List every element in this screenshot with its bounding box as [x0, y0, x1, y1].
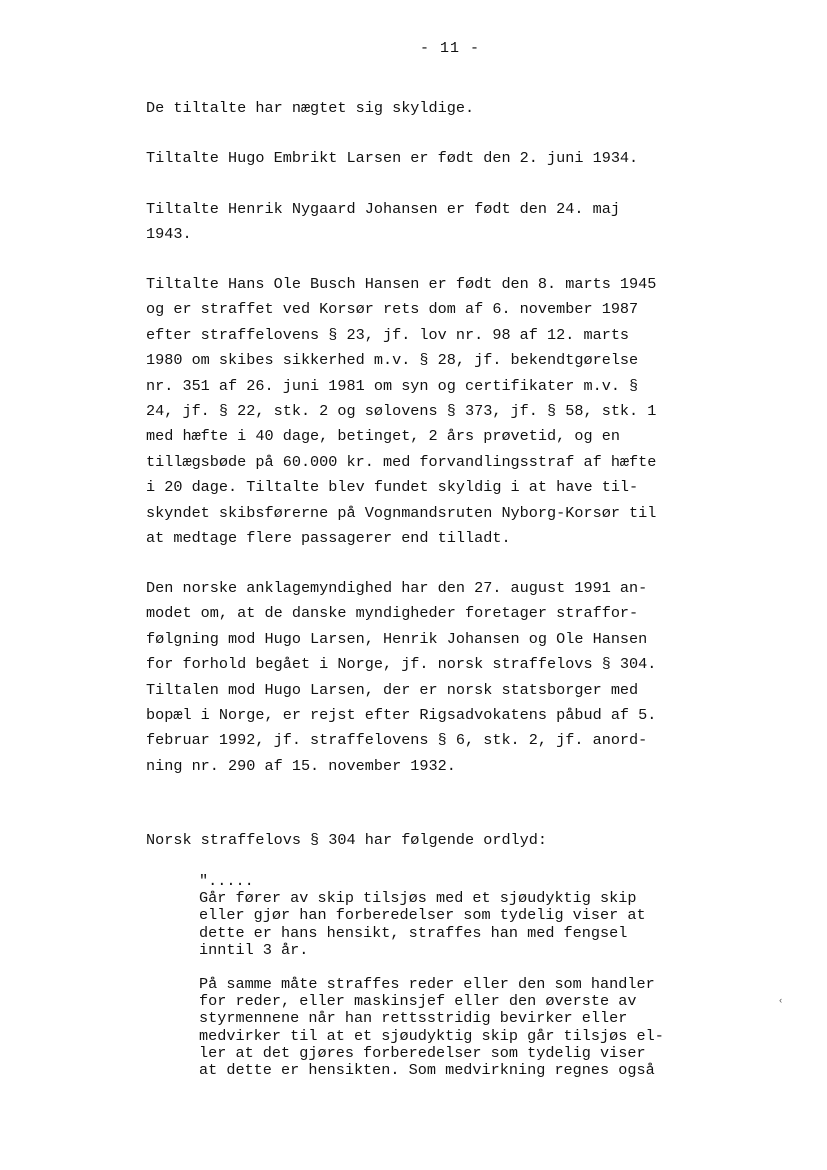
text-line: nr. 351 af 26. juni 1981 om syn og certifikater m.v. §	[146, 376, 639, 395]
text-line: 1943.	[146, 225, 192, 244]
text-line: for forhold begået i Norge, jf. norsk straffelovs § 304.	[146, 655, 657, 674]
text-line: 24, jf. § 22, stk. 2 og sølovens § 373, jf. § 58, stk. 1	[146, 402, 657, 421]
text-line: i 20 dage. Tiltalte blev fundet skyldig i at have til-	[146, 478, 639, 497]
text-line: følgning mod Hugo Larsen, Henrik Johansen og Ole Hansen	[146, 629, 648, 648]
text-line: dette er hans hensikt, straffes han med fengsel	[199, 923, 628, 942]
quoted-statute-paragraph	[199, 873, 739, 959]
text-line: 1980 om skibes sikkerhed m.v. § 28, jf. bekendtgørelse	[146, 351, 639, 370]
text-line: ning nr. 290 af 15. november 1932.	[146, 756, 456, 775]
text-line: Den norske anklagemyndighed har den 27. august 1991 an-	[146, 579, 648, 597]
text-line: ".....	[199, 872, 254, 890]
text-line: Tiltalte Henrik Nygaard Johansen er født den 24. maj	[146, 200, 620, 218]
paragraph-defendant-hansen	[146, 272, 746, 551]
text-line: medvirker til at et sjøudyktig skip går tilsjøs el-	[199, 1026, 664, 1045]
text-line: at dette er hensikten. Som medvirkning regnes også	[199, 1061, 655, 1080]
text-line: Tiltalen mod Hugo Larsen, der er norsk statsborger med	[146, 680, 639, 699]
page-number: - 11 -	[419, 40, 480, 57]
text-line: februar 1992, jf. straffelovens § 6, stk. 2, jf. anord-	[146, 731, 648, 750]
text-line: styrmennene når han rettsstridig bevirker eller	[199, 1009, 628, 1028]
quoted-statute-paragraph	[199, 976, 739, 1079]
text-line: bopæl i Norge, er rejst efter Rigsadvokatens påbud af 5.	[146, 706, 657, 725]
paragraph-prosecution-request	[146, 576, 746, 779]
paragraph-plea	[146, 96, 746, 121]
margin-mark: ‹	[778, 996, 784, 1006]
paragraph-defendant-johansen	[146, 197, 746, 248]
text-line: og er straffet ved Korsør rets dom af 6. november 1987	[146, 300, 639, 319]
text-line: På samme måte straffes reder eller den som handler	[199, 975, 655, 993]
text-line: ler at det gjøres forberedelser som tydelig viser	[199, 1043, 646, 1062]
text-line: modet om, at de danske myndigheder foretager straffor-	[146, 604, 639, 623]
text-line: eller gjør han forberedelser som tydelig viser at	[199, 906, 646, 925]
text-line: tillægsbøde på 60.000 kr. med forvandlingsstraf af hæfte	[146, 452, 657, 471]
text-line: Norsk straffelovs § 304 har følgende ordlyd:	[146, 831, 548, 849]
text-line: Går fører av skip tilsjøs med et sjøudyktig skip	[199, 889, 637, 908]
paragraph-statute-intro	[146, 828, 746, 853]
text-line: skyndet skibsførerne på Vognmandsruten Nyborg-Korsør til	[146, 503, 657, 522]
text-line: Tiltalte Hans Ole Busch Hansen er født den 8. marts 1945	[146, 275, 657, 293]
text-line: at medtage flere passagerer end tilladt.	[146, 529, 511, 548]
text-line: efter straffelovens § 23, jf. lov nr. 98 af 12. marts	[146, 325, 630, 344]
paragraph-defendant-larsen	[146, 146, 746, 171]
text-line: for reder, eller maskinsjef eller den øverste av	[199, 992, 637, 1011]
text-line: Tiltalte Hugo Embrikt Larsen er født den 2. juni 1934.	[146, 149, 639, 167]
text-line: De tiltalte har nægtet sig skyldige.	[146, 99, 475, 117]
text-line: med hæfte i 40 dage, betinget, 2 års prøvetid, og en	[146, 427, 620, 446]
text-line: inntil 3 år.	[199, 940, 309, 959]
